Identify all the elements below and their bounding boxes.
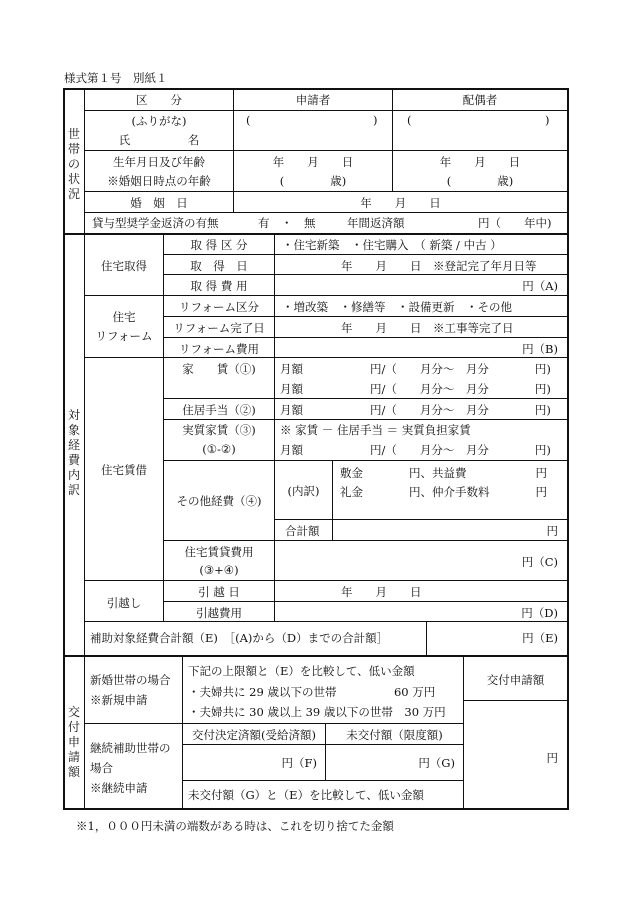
total-yen: 円（E) [522,631,558,645]
loan-label: 貸与型奨学金返済の有無 [92,216,219,230]
yachin-range-2: 円/（ 月分～ 月分 円) [370,382,551,396]
form-number: 様式第１号 別紙１ [64,71,168,85]
yachin-monthly-2: 月額 [280,382,303,396]
marriage-date: 年 月 日 [360,196,441,210]
reikin-line: 礼金 円、仲介手数料 円 [340,485,547,499]
move-label: 引越し [106,596,142,610]
shikikin-line: 敷金 円、共益費 円 [340,466,547,480]
reform-type-label: リフォーム区分 [179,300,259,314]
spouse-furigana-open: ( [407,113,412,127]
col-kubun: 区 分 [136,93,182,107]
spouse-furigana-close: ) [545,113,550,127]
applicant-furigana-close: ) [373,113,378,127]
new-line-3: ・夫婦共に 30 歳以上 39 歳以下の世帯 30 万円 [188,705,446,719]
jisshitsu-sub: (①-②) [202,442,236,456]
cont-label-3: ※継続申請 [90,781,148,795]
chintai-cost-label: 住宅賃貸費用 [184,545,254,559]
new-label-1: 新婚世帯の場合 [90,673,171,687]
col-spouse: 配偶者 [462,93,498,107]
yachin-label: 家 賃（①) [182,362,256,376]
gokei-label: 合計額 [285,524,320,538]
acq-date-label: 取 得 日 [190,259,248,273]
applicant-furigana-open: ( [246,113,251,127]
chintai-cost-sub: (③+④) [199,563,239,577]
new-line-1: 下記の上限額と（E）を比較して、低い金額 [188,664,415,678]
furigana-label: (ふりがな) [131,114,187,128]
acq-type-value: ・住宅新築 ・住宅購入 （ 新築 / 中古 ） [282,238,502,252]
birth-label: 生年月日及び年齢 [113,155,205,169]
col-applicant: 申請者 [295,93,331,107]
new-label-2: ※新規申請 [90,693,148,707]
move-date-value: 年 月 日 [341,585,422,599]
jisshitsu-formula: ※ 家賃 － 住居手当 ＝ 実質負担家賃 [280,423,471,437]
loan-yen: 円（ 年中) [478,216,552,230]
compare-line: 未交付額（G）と（E）を比較して、低い金額 [188,788,424,802]
name-label: 氏 名 [118,133,200,147]
sonota-label: その他経費（④) [176,494,262,508]
footnote: ※1，０００円未満の端数がある時は、これを切り捨てた金額 [76,819,394,833]
loan-annual: 年間返済額 [347,216,405,230]
yachin-monthly-1: 月額 [280,362,303,376]
spouse-birthdate: 年 月 日 [439,155,521,169]
move-date-label: 引 越 日 [198,585,240,599]
decided-yen: 円（F) [281,756,317,770]
section-taisho-label: 対象経費内訳 [67,408,80,497]
age-note: ※婚姻日時点の年齢 [107,174,211,188]
cont-label-1: 継続補助世帯の [90,741,171,755]
move-cost-yen: 円（D) [521,606,558,620]
marriage-label: 婚 姻 日 [130,196,188,210]
total-label: 補助対象経費合計額（E) ［(A)から（D）までの合計額］ [90,631,389,645]
section-setai-label: 世帯の状況 [67,127,80,201]
loan-yes: 有 [258,216,270,230]
applicant-age: ( 歳) [279,174,347,188]
loan-dot: ・ [281,216,293,230]
reform-cost-yen: 円（B) [522,342,558,356]
acq-type-label: 取 得 区 分 [190,238,248,252]
jukyo-range: 円/（ 月分～ 月分 円) [370,403,551,417]
undelivered-label: 未交付額（限度額) [346,728,443,742]
jisshitsu-label: 実質家賃（③) [182,423,256,437]
reform-date-value: 年 月 日 ※工事等完了日 [341,321,514,335]
undelivered-yen: 円（G) [418,756,455,770]
jukyo-monthly: 月額 [280,403,303,417]
acq-cost-label: 取 得 費 用 [190,279,248,293]
apply-amount-label: 交付申請額 [486,673,545,687]
acq-label: 住宅取得 [101,259,147,273]
rent-label: 住宅賃借 [101,463,147,477]
spouse-age: ( 歳) [446,174,514,188]
acq-cost-yen: 円（A) [522,279,558,293]
acq-date-value: 年 月 日 ※登記完了年月日等 [341,259,537,273]
move-cost-label: 引越費用 [196,606,242,620]
yachin-range-1: 円/（ 月分～ 月分 円) [370,362,551,376]
decided-label: 交付決定済額(受給済額) [192,728,316,742]
jisshitsu-range: 円/（ 月分～ 月分 円) [370,443,551,457]
new-line-2: ・夫婦共に 29 歳以下の世帯 60 万円 [188,685,436,699]
reform-cost-label: リフォーム費用 [179,342,259,356]
loan-no: 無 [304,216,316,230]
applicant-birthdate: 年 月 日 [272,155,354,169]
apply-amount-yen: 円 [546,751,558,765]
jisshitsu-monthly: 月額 [280,443,303,457]
reform-type-value: ・増改築 ・修繕等 ・設備更新 ・その他 [282,300,512,314]
gokei-yen: 円 [546,524,558,538]
reform-label-2: リフォーム [95,329,153,343]
section-kofu-label: 交付申請額 [67,705,80,779]
reform-label-1: 住宅 [112,310,136,324]
reform-date-label: リフォーム完了日 [173,321,265,335]
jukyo-label: 住居手当（②) [182,403,256,417]
cont-label-2: 場合 [90,761,113,775]
chintai-cost-yen: 円（C) [521,555,558,569]
uchiwake-label: (内訳) [287,484,320,498]
